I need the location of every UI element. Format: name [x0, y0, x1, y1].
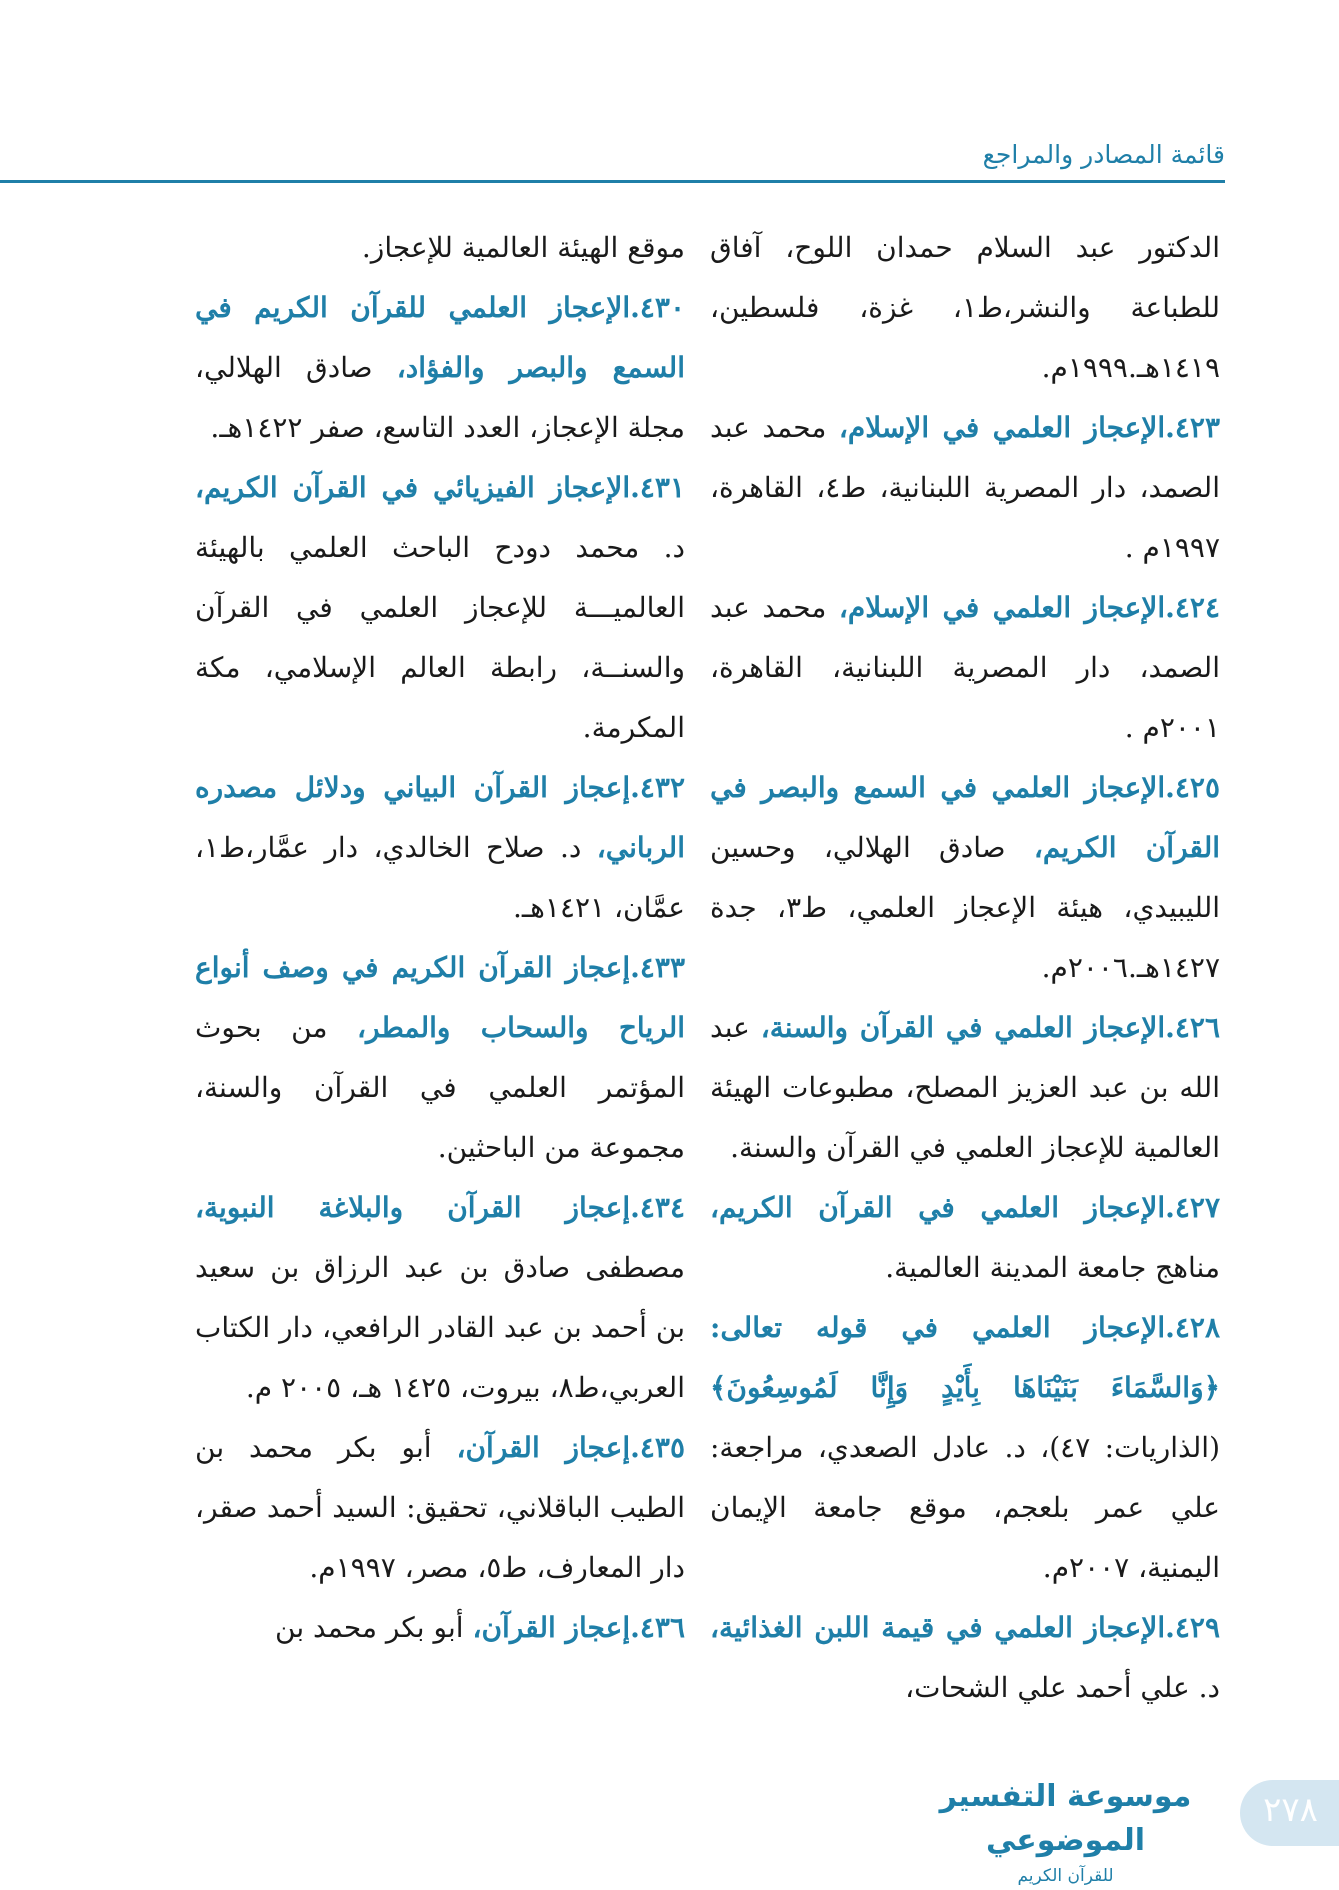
entry-title: إعجاز القرآن البياني ودلائل مصدره الرباني، [195, 771, 685, 864]
header-rule [0, 180, 1225, 183]
entry-title: الإعجاز العلمي في الإسلام، [838, 591, 1166, 624]
bibliography-entry [710, 1298, 1220, 1598]
bibliography-entry [195, 218, 685, 278]
entry-details: صادق الهلالي، مجلة الإعجاز، العدد التاسع، صفر ١٤٢٢هـ. [195, 351, 685, 444]
bibliography-entry [195, 1598, 685, 1658]
entry-number: ٤٢٣. [1165, 411, 1220, 444]
entry-title: إعجاز القرآن، [472, 1611, 631, 1644]
entry-number: ٤٢٦. [1165, 1011, 1220, 1044]
bibliography-entry [710, 218, 1220, 398]
right-column [710, 218, 1220, 1718]
entry-title: الإعجاز الفيزيائي في القرآن الكريم، [195, 471, 631, 504]
bibliography-entry [195, 458, 685, 758]
entry-title: إعجاز القرآن والبلاغة النبوية، [195, 1191, 631, 1224]
entry-number: ٤٢٨. [1165, 1311, 1220, 1344]
entry-number: ٤٢٤. [1165, 591, 1220, 624]
entry-title: الإعجاز العلمي للقرآن الكريم في السمع والبصر والفؤاد، [195, 291, 685, 384]
bibliography-entry [710, 998, 1220, 1178]
entry-details: الدكتور عبد السلام حمدان اللوح، آفاق للطباعة والنشر،ط١، غزة، فلسطين، ١٤١٩هـ.١٩٩٩م. [710, 231, 1220, 384]
entry-title: إعجاز القرآن، [456, 1431, 631, 1464]
page-number: ٢٧٨ [1263, 1790, 1318, 1830]
bibliography-entry [710, 578, 1220, 758]
bibliography-entry [710, 1598, 1220, 1718]
entry-number: ٤٣٤. [630, 1191, 685, 1224]
bibliography-entry [195, 758, 685, 938]
entry-number: ٤٢٧. [1165, 1191, 1220, 1224]
bibliography-entry [195, 938, 685, 1178]
entry-details: أبو بكر محمد بن [275, 1611, 473, 1644]
entry-details: أبو بكر محمد بن الطيب الباقلاني، تحقيق: السيد أحمد صقر، دار المعارف، ط٥، مصر، ١٩٩٧م. [195, 1431, 685, 1584]
bibliography-entry [710, 398, 1220, 578]
entry-details: محمد عبد الصمد، دار المصرية اللبنانية، القاهرة، ٢٠٠١م . [710, 591, 1220, 744]
entry-number: ٤٣٣. [630, 951, 685, 984]
entry-details: مصطفى صادق بن عبد الرزاق بن سعيد بن أحمد بن عبد القادر الرافعي، دار الكتاب العربي،ط٨، بيروت، ١٤٢٥ هـ، ٢٠٠٥ م. [195, 1251, 685, 1404]
entry-number: ٤٣٥. [630, 1431, 685, 1464]
entry-details: موقع الهيئة العالمية للإعجاز. [361, 231, 685, 264]
entry-title: الإعجاز العلمي في قيمة اللبن الغذائية، [710, 1611, 1166, 1644]
entry-details: مناهج جامعة المدينة العالمية. [885, 1251, 1220, 1284]
entry-details: محمد عبد الصمد، دار المصرية اللبنانية، ط٤، القاهرة، ١٩٩٧م . [710, 411, 1220, 564]
entry-title: الإعجاز العلمي في السمع والبصر في القرآن الكريم، [710, 771, 1220, 864]
bibliography-entry [195, 1418, 685, 1598]
entry-number: ٤٢٩. [1165, 1611, 1220, 1644]
bibliography-entry [195, 1178, 685, 1418]
quran-verse: ﴿وَالسَّمَاءَ بَنَيْنَاهَا بِأَيْدٍ وَإِنَّا لَمُوسِعُونَ﴾ [710, 1371, 1220, 1404]
entry-details: د. علي أحمد علي الشحات، [905, 1671, 1220, 1704]
bibliography-entry [710, 1178, 1220, 1298]
entry-title: الإعجاز العلمي في القرآن والسنة، [760, 1011, 1166, 1044]
entry-title: الإعجاز العلمي في قوله تعالى: [710, 1311, 1166, 1344]
entry-details: عبد الله بن عبد العزيز المصلح، مطبوعات الهيئة العالمية للإعجاز العلمي في القرآن والسنة. [710, 1011, 1220, 1164]
entry-details: من بحوث المؤتمر العلمي في القرآن والسنة، مجموعة من الباحثين. [195, 1011, 685, 1164]
entry-number: ٤٣٢. [630, 771, 685, 804]
entry-details: د. صلاح الخالدي، دار عمَّار،ط١، عمَّان، ١٤٢١هـ. [195, 831, 685, 924]
entry-number: ٤٢٥. [1165, 771, 1220, 804]
logo-sub-text: للقرآن الكريم [1017, 1866, 1114, 1886]
entry-number: ٤٣٦. [630, 1611, 685, 1644]
encyclopedia-logo [938, 1775, 1193, 1886]
bibliography-entry [195, 278, 685, 458]
entry-details: (الذاريات: ٤٧)، د. عادل الصعدي، مراجعة: علي عمر بلعجم، موقع جامعة الإيمان اليمنية، ٢٠٠٧م. [710, 1431, 1220, 1584]
left-column [195, 218, 685, 1658]
entry-details: صادق الهلالي، وحسين الليبيدي، هيئة الإعجاز العلمي، ط٣، جدة ١٤٢٧هـ.٢٠٠٦م. [710, 831, 1220, 984]
entry-number: ٤٣١. [630, 471, 685, 504]
logo-main-text: موسوعة التفسير الموضوعي [939, 1779, 1192, 1858]
running-header-title: قائمة المصادر والمراجع [982, 140, 1225, 169]
bibliography-entry [710, 758, 1220, 998]
entry-details: د. محمد دودح الباحث العلمي بالهيئة العالميـــة للإعجاز العلمي في القرآن والسنــة، رابطة العالم الإسلامي، مكة المكرمة. [195, 531, 685, 744]
entry-title: الإعجاز العلمي في الإسلام، [838, 411, 1166, 444]
entry-number: ٤٣٠. [630, 291, 685, 324]
entry-title: إعجاز القرآن الكريم في وصف أنواع الرياح والسحاب والمطر، [195, 951, 685, 1044]
entry-title: الإعجاز العلمي في القرآن الكريم، [710, 1191, 1166, 1224]
